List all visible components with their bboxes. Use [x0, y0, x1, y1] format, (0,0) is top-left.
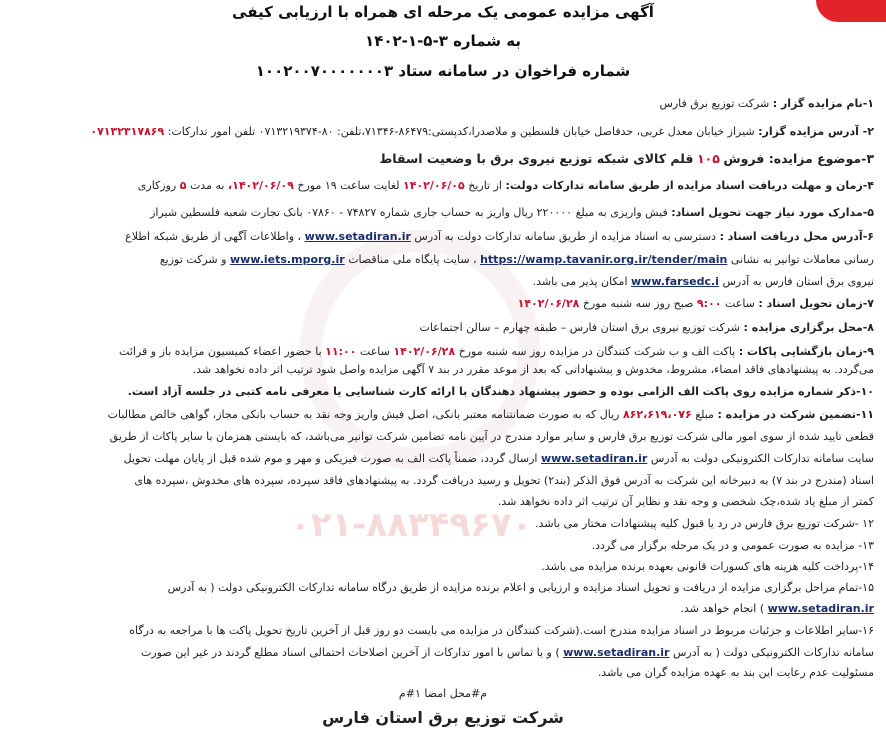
- item-6-line-3: نیروی برق استان فارس به آدرس www.farsedc.i امکان پذیر می باشد.: [532, 275, 874, 288]
- opening-time: ۱۱:۰۰: [325, 345, 357, 358]
- item-11-line-4: اسناد (مندرج در بند ۷) به دبیرخانه این شرکت به آدرس فوق الذکر (بند۲) تحویل و رسید دریافت گردد. به پیشنهادهای فاقد سپرده، سپرده های مخدوش ،سپرده های: [134, 474, 874, 487]
- start-date: ۱۴۰۲/۰۶/۰۵: [402, 179, 465, 192]
- item-16: ۱۶-سایر اطلاعات و جزئیات مربوط در اسناد مزایده مندرج است.(شرکت کنندگان در مزایده می بایست دو روز قبل از آخرین تاریخ تحویل پاکت ها با مراجعه به درگاه: [129, 624, 874, 637]
- notice-title: آگهی مزایده عمومی یک مرحله ای همراه با ارزیابی کیفی: [232, 3, 654, 21]
- item-3: ۳-موضوع مزایده: فروش ۱۰۵ قلم کالای شبکه توزیع نیروی برق با وضعیت اسقاط: [379, 151, 874, 166]
- delivery-time: ۹:۰۰: [696, 297, 722, 310]
- item-10: ۱۰-ذکر شماره مزایده روی پاکت الف الزامی بوده و حضور پیشنهاد دهندگان با ارائه کارت شناسایی یا معرفی نامه کتبی در جلسه آزاد است.: [127, 385, 874, 398]
- item-6-line-2: رسانی معاملات توانیر به نشانی https://wamp.tavanir.org.ir/tender/main ، سایت پایگاه ملی مناقصات www.iets.mporg.ir و شرکت توزیع: [159, 253, 874, 266]
- procurement-phone: ۰۷۱۳۲۳۱۷۸۶۹: [90, 125, 165, 138]
- company-name: شرکت توزیع برق استان فارس: [322, 708, 564, 727]
- item-count: ۱۰۵: [696, 151, 720, 166]
- item-16-line-2: سامانه تدارکات الکترونیکی دولت ( به آدرس www.setadiran.ir ) و یا تماس با امور تدارکات از آخرین اصلاحات احتمالی اسناد مطلع گردند در غیر این صورت: [141, 646, 874, 659]
- tavanir-link[interactable]: https://wamp.tavanir.org.ir/tender/main: [480, 253, 728, 266]
- notice-number: به شماره ۳-۵-۱-۱۴۰۲: [365, 32, 521, 50]
- item-16-line-3: مسئولیت عدم رعایت این بند به عهده مزایده گران می باشد.: [597, 666, 874, 679]
- watermark-phone: ۰۲۱-۸۸۳۴۹۶۷۰: [290, 505, 533, 545]
- item-4: ۴-زمان و مهلت دریافت اسناد مزایده از طریق سامانه تدارکات دولت: از تاریخ ۱۴۰۲/۰۶/۰۵ لغایت ساعت ۱۹ مورخ ۱۴۰۲/۰۶/۰۹، به مدت ۵ روزکاری: [137, 179, 874, 192]
- setadiran-link[interactable]: www.setadiran.ir: [540, 452, 648, 465]
- item-11-line-5: کمتر از مبلغ یاد شده،چک شخصی و وجه نقد و نظایر آن ترتیب اثر داده نخواهد شد.: [497, 495, 874, 508]
- setadiran-link[interactable]: www.setadiran.ir: [563, 646, 670, 659]
- item-2: ۲- آدرس مزایده گزار: شیراز خیابان معدل غربی، حدفاصل خیابان فلسطین و ملاصدرا،کدپستی:۸۶۴۷۹-۷۱۳۴۶،تلفن: ۸۰-۰۷۱۳۲۱۹۳۷۴ تلفن امور تدارکات: ۰۷۱۳۲۳۱۷۸۶۹: [90, 125, 874, 138]
- opening-date: ۱۴۰۲/۰۶/۲۸: [393, 345, 456, 358]
- item-9: ۹-زمان بازگشایی پاکات : پاکت الف و ب شرکت کنندگان در مزایده روز سه شنبه مورخ ۱۴۰۲/۰۶/۲۸ ساعت ۱۱:۰۰ با حضور اعضاء کمیسیون مزایده باز و قرائت: [119, 345, 874, 358]
- item-8: ۸-محل برگزاری مزایده : شرکت توزیع نیروی برق استان فارس – طبقه چهارم – سالن اجتماعات: [419, 321, 874, 334]
- item-11: ۱۱-تضمین شرکت در مزایده : مبلغ ۸۶۲،۶۱۹،۰۷۶ ریال که به صورت ضمانتنامه معتبر بانکی، اصل فیش واریز وجه نقد به حساب بانکی مجاز، گواهی خالص مطالبات: [107, 408, 874, 421]
- item-14: ۱۴-پرداخت کلیه هزینه های کسورات قانونی بعهده برنده مزایده می باشد.: [541, 560, 874, 573]
- iets-link[interactable]: www.iets.mporg.ir: [229, 253, 345, 266]
- farsedc-link[interactable]: www.farsedc.i: [631, 275, 719, 288]
- item-12: ۱۲ -شرکت توزیع برق فارس در رد یا قبول کلیه پیشنهادات مختار می باشد.: [535, 517, 874, 530]
- item-15-line-2: www.setadiran.ir ) انجام خواهد شد.: [680, 602, 874, 615]
- item-6: ۶-آدرس محل دریافت اسناد : دسترسی به اسناد مزایده از طریق سامانه تدارکات دولت به آدرس www.setadiran.ir ، واطلاعات آگهی از طریق شبکه اطلاع: [125, 230, 874, 243]
- item-5: ۵-مدارک مورد نیاز جهت تحویل اسناد: فیش واریزی به مبلغ ۲۲۰۰۰۰ ریال واریز به حساب جاری شماره ۷۴۸۲۷ - ۰۷۸۶۰ بانک تجارت شعبه فلسطین شیراز: [150, 206, 874, 219]
- signature-placeholder: م#محل امضا ۱#م: [398, 687, 488, 700]
- item-7: ۷-زمان تحویل اسناد : ساعت ۹:۰۰ صبح روز سه شنبه مورخ ۱۴۰۲/۰۶/۲۸: [517, 297, 874, 310]
- guarantee-amount: ۸۶۲،۶۱۹،۰۷۶: [622, 408, 692, 421]
- item-11-line-2: قطعی تایید شده از سوی امور مالی شرکت توزیع برق فارس و سایر موارد مندرج در آیین نامه تضامین شرکت توانیر می‌باشد، که بایستی همزمان با سایر پاکات از طریق: [109, 430, 874, 443]
- setadiran-link[interactable]: www.setadiran.ir: [767, 602, 874, 615]
- item-11-line-3: سایت سامانه تدارکات الکترونیکی دولت به آدرس www.setadiran.ir ارسال گردد، ضمناً پاکت الف به صورت فیزیکی و مهر و موم شده قبل از پایان مهلت تحویل: [123, 452, 874, 465]
- setad-call-number: شماره فراخوان در سامانه ستاد ۱۰۰۲۰۰۷۰۰۰۰۰۰۰۳: [255, 62, 631, 80]
- delivery-date: ۱۴۰۲/۰۶/۲۸: [517, 297, 580, 310]
- end-date: ۱۴۰۲/۰۶/۰۹،: [227, 179, 294, 192]
- item-15: ۱۵-تمام مراحل برگزاری مزایده از دریافت و تحویل اسناد مزایده و ارزیابی و اعلام برنده مزایده از طریق درگاه سامانه تدارکات الکترونیکی دولت ( به آدرس: [167, 581, 874, 594]
- item-1: ۱-نام مزایده گزار : شرکت توزیع برق فارس: [659, 97, 874, 110]
- item-13: ۱۳- مزایده به صورت عمومی و در یک مرحله برگزار می گردد.: [591, 539, 874, 552]
- setadiran-link[interactable]: www.setadiran.ir: [304, 230, 411, 243]
- item-9-line-2: می‌گردد. به پیشنهادهای فاقد امضاء، مشروط، مخدوش و پیشنهاداتی که بعد از موعد مقرر در بند ۷ آگهی مزایده واصل شود ترتیب اثر داده نخواهد شد.: [192, 363, 874, 376]
